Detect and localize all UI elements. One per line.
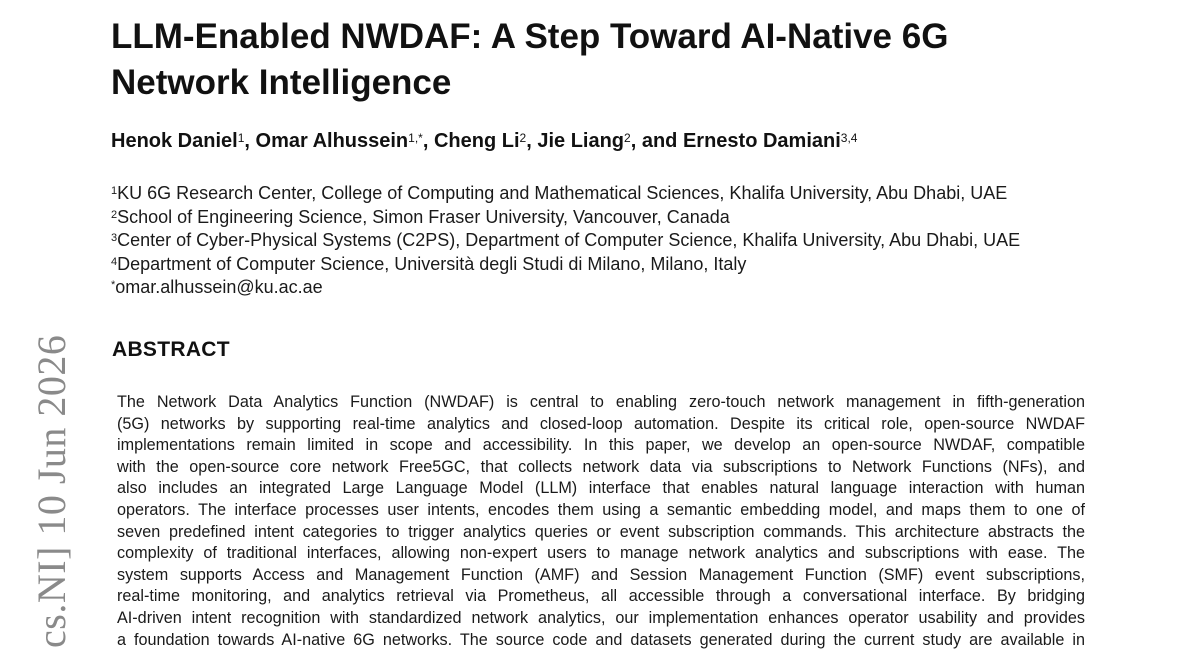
author: Henok Daniel$^1$ bbox=[111, 130, 245, 152]
abstract-line: operators. The interface processes user intents, encodes them using a semantic embedding model, and maps them to one of bbox=[117, 500, 1085, 519]
paper-title bbox=[111, 14, 1111, 106]
arxiv-sidebar-stamp: cs.NI] 10 Jun 2026 bbox=[29, 334, 74, 648]
author: Omar Alhussein$^{1,*}$ bbox=[255, 130, 423, 152]
author: Ernesto Damiani$^{3,4}$ bbox=[682, 130, 858, 152]
abstract-line: The Network Data Analytics Function (NWDAF) is central to enabling zero-touch network management in fifth-generation bbox=[117, 393, 1085, 411]
abstract-line: also includes an integrated Large Language Model (LLM) interface that enables natural language interaction with human bbox=[117, 479, 1085, 498]
affiliation-item: $^1$KU 6G Research Center, College of Computing and Mathematical Sciences, Khalifa University, Abu Dhabi, UAE bbox=[111, 183, 1008, 203]
abstract-line: complexity of traditional interfaces, allowing non-expert users to manage network analytics and subscriptions with ease. The bbox=[117, 544, 1085, 563]
abstract-heading: ABSTRACT bbox=[112, 338, 230, 361]
abstract-line: seven predefined intent categories to trigger analytics queries or event subscription commands. This architecture abstracts the bbox=[117, 522, 1085, 541]
abstract-line: AI-driven intent recognition with standardized network analytics, our implementation enhances operator usability and provides bbox=[117, 608, 1085, 627]
affiliation-item: $^2$School of Engineering Science, Simon Fraser University, Vancouver, Canada bbox=[111, 206, 730, 227]
affiliation-item: $^3$Center of Cyber-Physical Systems (C2PS), Department of Computer Science, Khalifa University, Abu Dhabi, UAE bbox=[111, 230, 1021, 250]
abstract-body bbox=[117, 392, 1085, 651]
abstract-line: system supports Access and Management Function (AMF) and Session Management Function (SMF) event subscriptions, bbox=[117, 565, 1085, 584]
author: Cheng Li$^2$ bbox=[433, 130, 527, 152]
title-line-1: LLM-Enabled NWDAF: A Step Toward AI-Native 6G bbox=[111, 17, 949, 56]
corresponding-email: *omar.alhussein@ku.ac.ae bbox=[111, 277, 323, 297]
affiliation-item: $^4$Department of Computer Science, Università degli Studi di Milano, Milano, Italy bbox=[111, 253, 747, 274]
title-line-2: Network Intelligence bbox=[111, 63, 452, 102]
author-list: Henok Daniel$^1$, Omar Alhussein$^{1,*}$, Cheng Li$^2$, Jie Liang$^2$, and Ernesto Damiani$^{3,4}$ bbox=[111, 130, 858, 152]
abstract-line: implementations remain limited in scope and accessibility. In this paper, we develop an open-source NWDAF, compatible bbox=[117, 436, 1085, 455]
author: Jie Liang$^2$ bbox=[537, 130, 631, 152]
abstract-line: a foundation towards AI-native 6G networks. The source code and datasets generated during the current study are available in bbox=[117, 630, 1085, 649]
abstract-line: with the open-source core network Free5GC, that collects network data via subscriptions to Network Functions (NFs), and bbox=[117, 457, 1085, 476]
abstract-line: (5G) networks by supporting real-time analytics and closed-loop automation. Despite its critical role, open-source NWDAF bbox=[117, 414, 1085, 433]
affiliation-list bbox=[111, 182, 1111, 300]
abstract-line: real-time monitoring, and analytics retrieval via Prometheus, all accessible through a conversational interface. By bridging bbox=[117, 587, 1085, 606]
